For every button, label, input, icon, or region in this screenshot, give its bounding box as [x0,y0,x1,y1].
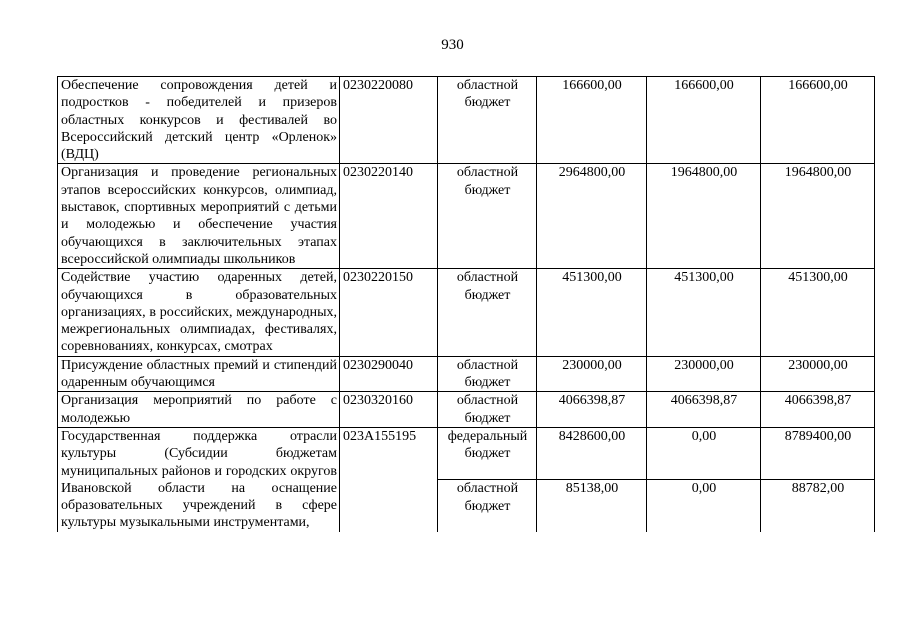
row-amount-year-1: 4066398,87 [537,392,647,428]
row-funding-source: федеральный бюджет [438,427,537,480]
row-description: Обеспечение сопровождения детей и подростков - победителей и призеров областных конкурсов и фестивалей во Всероссийский детский центр «Орленок» (ВДЦ) [58,77,340,164]
row-amount-year-3: 4066398,87 [761,392,875,428]
row-amount-year-1: 85138,00 [537,480,647,532]
row-funding-source: областной бюджет [438,269,537,356]
row-amount-year-1: 230000,00 [537,356,647,392]
row-amount-year-3: 8789400,00 [761,427,875,480]
budget-table [57,76,875,532]
row-description: Организация мероприятий по работе с молодежью [58,392,340,428]
row-amount-year-2: 230000,00 [647,356,761,392]
row-amount-year-3: 1964800,00 [761,164,875,269]
table-row [58,77,875,164]
row-funding-source: областной бюджет [438,480,537,532]
row-code: 023A155195 [340,427,438,531]
row-code: 0230320160 [340,392,438,428]
row-code: 0230220140 [340,164,438,269]
row-description: Присуждение областных премий и стипендий одаренным обучающимся [58,356,340,392]
row-funding-source: областной бюджет [438,77,537,164]
row-amount-year-3: 88782,00 [761,480,875,532]
row-code: 0230220150 [340,269,438,356]
table-row [58,269,875,356]
page-number: 930 [441,37,464,53]
row-amount-year-2: 0,00 [647,427,761,480]
row-funding-source: областной бюджет [438,392,537,428]
table-row [58,392,875,428]
row-amount-year-1: 166600,00 [537,77,647,164]
row-amount-year-1: 8428600,00 [537,427,647,480]
row-description: Государственная поддержка отрасли культуры (Субсидии бюджетам муниципальных районов и городских округов Ивановской области на оснащение образовательных учреждений в сфере культуры музыкальными инструментами, [58,427,340,531]
row-funding-source: областной бюджет [438,356,537,392]
row-amount-year-3: 451300,00 [761,269,875,356]
row-amount-year-3: 166600,00 [761,77,875,164]
row-description: Содействие участию одаренных детей, обучающихся в образовательных организациях, в российских, международных, межрегиональных олимпиадах, фестивалях, соревнованиях, конкурсах, смотрах [58,269,340,356]
row-amount-year-1: 2964800,00 [537,164,647,269]
row-amount-year-2: 451300,00 [647,269,761,356]
budget-table-body [58,77,875,532]
row-code: 0230290040 [340,356,438,392]
row-amount-year-1: 451300,00 [537,269,647,356]
table-row [58,356,875,392]
row-amount-year-2: 0,00 [647,480,761,532]
table-row [58,164,875,269]
row-amount-year-3: 230000,00 [761,356,875,392]
row-description: Организация и проведение региональных этапов всероссийских конкурсов, олимпиад, выставок, спортивных мероприятий с детьми и молодежью и обеспечение участия обучающихся в заключительных этапах всероссийской олимпиады школьников [58,164,340,269]
row-funding-source: областной бюджет [438,164,537,269]
row-amount-year-2: 4066398,87 [647,392,761,428]
row-code: 0230220080 [340,77,438,164]
row-amount-year-2: 1964800,00 [647,164,761,269]
table-row [58,427,875,480]
row-amount-year-2: 166600,00 [647,77,761,164]
